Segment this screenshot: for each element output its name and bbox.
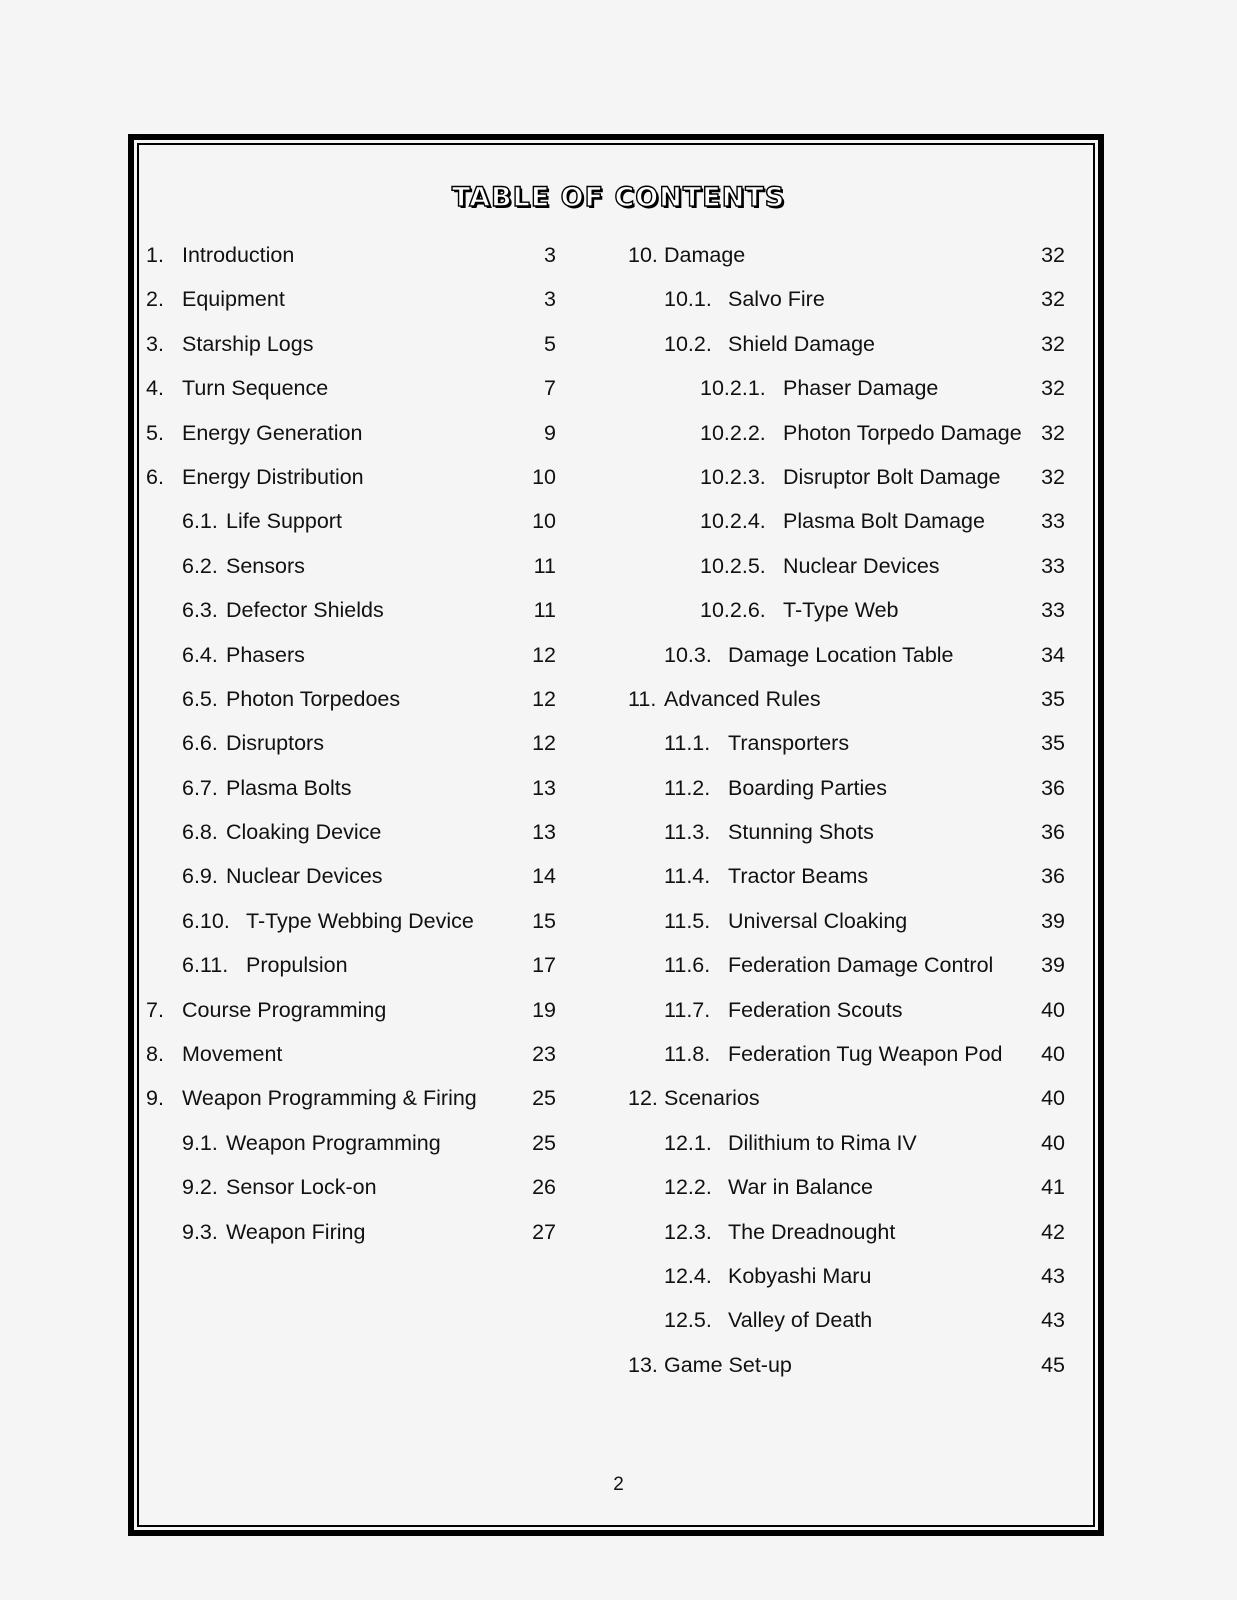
- toc-entry-number: 10.3.: [664, 642, 712, 667]
- toc-entry-page: 40: [1041, 1042, 1065, 1067]
- toc-entry-page: 7: [544, 376, 556, 401]
- toc-entry-title: Phasers: [226, 642, 305, 667]
- toc-entry-number: 6.4.: [182, 642, 218, 667]
- toc-entry-page: 11: [533, 553, 556, 578]
- toc-entry-number: 6.5.: [182, 686, 218, 711]
- toc-entry-title: Nuclear Devices: [226, 864, 383, 889]
- toc-entry-number: 11.3.: [664, 820, 711, 845]
- toc-entry: [628, 1343, 1065, 1387]
- toc-entry-title: T-Type Web: [783, 598, 899, 623]
- toc-entry-number: 10.2.5.: [700, 553, 766, 578]
- toc-entry-page: 19: [532, 997, 556, 1022]
- toc-entry-title: Photon Torpedo Damage: [783, 420, 1022, 445]
- toc-entry-title: Defector Shields: [226, 598, 384, 623]
- toc-entry: [628, 322, 1065, 366]
- toc-entry-number: 12.1.: [664, 1130, 712, 1155]
- toc-entry: [146, 721, 556, 765]
- toc-entry: [628, 277, 1065, 321]
- toc-entry-number: 12.2.: [664, 1175, 712, 1200]
- toc-entry-number: 6.11.: [182, 953, 229, 978]
- toc-entry-number: 11.5.: [664, 908, 711, 933]
- toc-entry-number: 11.2.: [664, 775, 711, 800]
- toc-entry: [146, 277, 556, 321]
- toc-entry-title: Turn Sequence: [182, 376, 329, 401]
- toc-entry-number: 2.: [146, 287, 164, 312]
- toc-entry: [628, 1076, 1065, 1120]
- toc-entry-number: 6.1.: [182, 509, 218, 534]
- toc-entry-page: 32: [1041, 376, 1065, 401]
- toc-entry-number: 7.: [146, 997, 164, 1022]
- toc-entry: [628, 233, 1065, 277]
- toc-entry: [628, 633, 1065, 677]
- toc-entry-title: Disruptor Bolt Damage: [783, 464, 1001, 489]
- toc-entry: [146, 1165, 556, 1209]
- toc-entry-title: Weapon Programming: [226, 1130, 441, 1155]
- toc-entry-number: 9.: [146, 1086, 164, 1111]
- toc-left-column: [146, 233, 556, 1254]
- toc-entry-page: 25: [532, 1130, 556, 1155]
- toc-entry-title: Kobyashi Maru: [728, 1263, 872, 1288]
- toc-entry: [146, 1121, 556, 1165]
- toc-entry: [628, 455, 1065, 499]
- toc-entry-title: Equipment: [182, 287, 285, 312]
- toc-entry-page: 10: [532, 464, 556, 489]
- toc-entry-page: 34: [1041, 642, 1065, 667]
- toc-entry-title: Game Set-up: [664, 1352, 792, 1377]
- toc-entry-title: War in Balance: [728, 1175, 873, 1200]
- toc-entry-number: 11.8.: [664, 1042, 711, 1067]
- toc-entry-page: 25: [532, 1086, 556, 1111]
- toc-entry-number: 10.2.1.: [700, 376, 766, 401]
- toc-entry-title: Energy Distribution: [182, 464, 364, 489]
- toc-entry-title: Advanced Rules: [664, 686, 821, 711]
- toc-entry-page: 41: [1041, 1175, 1065, 1200]
- toc-entry-page: 26: [532, 1175, 556, 1200]
- toc-entry-title: T-Type Webbing Device: [246, 908, 474, 933]
- toc-entry-title: Salvo Fire: [728, 287, 825, 312]
- toc-entry: [146, 233, 556, 277]
- toc-entry-title: Movement: [182, 1042, 283, 1067]
- toc-entry-page: 36: [1041, 864, 1065, 889]
- toc-entry-number: 10.2.6.: [700, 598, 766, 623]
- toc-entry-title: Plasma Bolts: [226, 775, 352, 800]
- toc-entry-page: 45: [1041, 1352, 1065, 1377]
- toc-entry-page: 32: [1041, 243, 1065, 267]
- toc-entry-number: 4.: [146, 376, 164, 401]
- toc-entry-page: 33: [1041, 553, 1065, 578]
- toc-entry-number: 6.: [146, 464, 164, 489]
- toc-entry-title: Weapon Programming & Firing: [182, 1086, 477, 1111]
- toc-entry: [146, 633, 556, 677]
- toc-entry-page: 32: [1041, 420, 1065, 445]
- toc-entry-title: Valley of Death: [728, 1308, 873, 1333]
- toc-entry-title: Plasma Bolt Damage: [783, 509, 985, 534]
- toc-entry: [628, 499, 1065, 543]
- toc-entry-title: Damage Location Table: [728, 642, 954, 667]
- toc-entry-number: 12.3.: [664, 1219, 712, 1244]
- toc-entry: [146, 411, 556, 455]
- toc-entry-number: 6.6.: [182, 731, 218, 756]
- toc-entry: [146, 366, 556, 410]
- toc-entry-number: 6.2.: [182, 553, 218, 578]
- toc-entry-number: 12.: [628, 1086, 658, 1111]
- toc-entry-number: 10.2.2.: [700, 420, 766, 445]
- toc-entry-page: 32: [1041, 331, 1065, 356]
- toc-entry-page: 33: [1041, 598, 1065, 623]
- toc-entry-page: 36: [1041, 820, 1065, 845]
- toc-entry: [628, 1121, 1065, 1165]
- toc-entry-page: 32: [1041, 287, 1065, 312]
- toc-entry-title: The Dreadnought: [728, 1219, 896, 1244]
- toc-entry-page: 40: [1041, 1130, 1065, 1155]
- toc-entry-page: 43: [1041, 1263, 1065, 1288]
- toc-entry-title: Weapon Firing: [226, 1219, 366, 1244]
- toc-entry-number: 8.: [146, 1042, 164, 1067]
- toc-entry: [146, 455, 556, 499]
- toc-entry-page: 12: [532, 642, 556, 667]
- toc-entry-title: Energy Generation: [182, 420, 363, 445]
- toc-entry-page: 5: [544, 331, 556, 356]
- toc-entry-page: 11: [533, 598, 556, 623]
- toc-entry: [146, 499, 556, 543]
- toc-entry-page: 43: [1041, 1308, 1065, 1333]
- toc-entry-title: Dilithium to Rima IV: [728, 1130, 917, 1155]
- toc-entry-title: Tractor Beams: [728, 864, 869, 889]
- toc-entry-page: 17: [532, 953, 556, 978]
- toc-entry-title: Life Support: [226, 509, 342, 534]
- toc-entry: [628, 1254, 1065, 1298]
- toc-entry-title: Federation Damage Control: [728, 953, 994, 978]
- toc-entry-number: 9.3.: [182, 1219, 218, 1244]
- toc-entry: [146, 1210, 556, 1254]
- toc-entry-number: 10.2.3.: [700, 464, 766, 489]
- toc-entry-number: 6.7.: [182, 775, 218, 800]
- toc-entry-number: 6.10.: [182, 908, 230, 933]
- toc-entry: [628, 588, 1065, 632]
- toc-entry-number: 12.4.: [664, 1263, 712, 1288]
- toc-entry-title: Stunning Shots: [728, 820, 874, 845]
- toc-entry-page: 3: [544, 243, 556, 267]
- toc-entry: [628, 1032, 1065, 1076]
- toc-entry-title: Shield Damage: [728, 331, 876, 356]
- toc-entry-title: Scenarios: [664, 1086, 760, 1111]
- toc-entry-title: Phaser Damage: [783, 376, 939, 401]
- toc-entry: [146, 1032, 556, 1076]
- toc-entry-page: 13: [532, 775, 556, 800]
- toc-entry: [146, 322, 556, 366]
- toc-entry: [628, 1210, 1065, 1254]
- toc-entry: [146, 988, 556, 1032]
- toc-entry-number: 6.8.: [182, 820, 218, 845]
- toc-entry-page: 3: [544, 287, 556, 312]
- toc-entry: [628, 810, 1065, 854]
- toc-entry-number: 11.: [628, 686, 657, 711]
- toc-entry: [628, 677, 1065, 721]
- toc-entry-title: Boarding Parties: [728, 775, 887, 800]
- toc-entry-page: 35: [1041, 686, 1065, 711]
- toc-entry-number: 11.6.: [664, 953, 711, 978]
- toc-entry-number: 10.2.4.: [700, 509, 766, 534]
- toc-title: TABLE OF CONTENTS: [451, 182, 786, 213]
- toc-entry: [628, 411, 1065, 455]
- toc-entry-title: Disruptors: [226, 731, 324, 756]
- toc-entry-page: 23: [532, 1042, 556, 1067]
- toc-entry-page: 39: [1041, 953, 1065, 978]
- toc-entry-page: 10: [532, 509, 556, 534]
- toc-entry: [146, 677, 556, 721]
- toc-entry-page: 32: [1041, 464, 1065, 489]
- toc-entry: [146, 1076, 556, 1120]
- toc-entry: [628, 854, 1065, 898]
- toc-entry-number: 9.1.: [182, 1130, 218, 1155]
- toc-right-column: [628, 233, 1065, 1387]
- toc-entry-page: 9: [544, 420, 556, 445]
- toc-entry-page: 40: [1041, 997, 1065, 1022]
- toc-entry-number: 3.: [146, 331, 164, 356]
- toc-entry-page: 42: [1041, 1219, 1065, 1244]
- toc-entry-title: Nuclear Devices: [783, 553, 940, 578]
- toc-entry-number: 13.: [628, 1352, 658, 1377]
- toc-entry-title: Universal Cloaking: [728, 908, 908, 933]
- toc-entry-page: 14: [532, 864, 556, 889]
- page-number: 2: [613, 1474, 624, 1495]
- toc-entry-title: Starship Logs: [182, 331, 314, 356]
- toc-entry: [146, 943, 556, 987]
- toc-entry-number: 10.1.: [664, 287, 712, 312]
- toc-entry: [628, 1165, 1065, 1209]
- toc-entry: [628, 544, 1065, 588]
- toc-entry-page: 12: [532, 686, 556, 711]
- toc-entry-number: 11.1.: [664, 731, 711, 756]
- toc-entry: [146, 810, 556, 854]
- toc-entry-title: Propulsion: [246, 953, 348, 978]
- toc-entry-number: 11.4.: [664, 864, 711, 889]
- toc-entry-title: Introduction: [182, 243, 295, 267]
- toc-entry: [146, 544, 556, 588]
- toc-entry-title: Course Programming: [182, 997, 387, 1022]
- toc-entry-page: 35: [1041, 731, 1065, 756]
- toc-entry-number: 6.3.: [182, 598, 218, 623]
- toc-entry: [628, 366, 1065, 410]
- toc-entry: [146, 899, 556, 943]
- toc-entry: [628, 766, 1065, 810]
- toc-entry: [628, 1298, 1065, 1342]
- toc-entry-page: 39: [1041, 908, 1065, 933]
- toc-entry-title: Cloaking Device: [226, 820, 382, 845]
- toc-entry-page: 27: [532, 1219, 556, 1244]
- toc-entry-page: 12: [532, 731, 556, 756]
- toc-entry-title: Photon Torpedoes: [226, 686, 401, 711]
- toc-entry-number: 12.5.: [664, 1308, 712, 1333]
- toc-entry-title: Federation Tug Weapon Pod: [728, 1042, 1003, 1067]
- toc-entry-title: Sensor Lock-on: [226, 1175, 377, 1200]
- toc-entry-number: 1.: [146, 243, 164, 267]
- toc-entry-title: Sensors: [226, 553, 305, 578]
- toc-entry-page: 33: [1041, 509, 1065, 534]
- toc-entry: [628, 899, 1065, 943]
- toc-entry-number: 9.2.: [182, 1175, 218, 1200]
- toc-entry-title: Transporters: [728, 731, 850, 756]
- toc-entry: [628, 988, 1065, 1032]
- toc-entry-page: 36: [1041, 775, 1065, 800]
- toc-entry-title: Damage: [664, 243, 746, 267]
- toc-entry-number: 5.: [146, 420, 164, 445]
- toc-entry: [146, 766, 556, 810]
- toc-entry-page: 13: [532, 820, 556, 845]
- toc-entry-number: 10.: [628, 243, 658, 267]
- toc-entry-title: Federation Scouts: [728, 997, 903, 1022]
- toc-entry: [628, 943, 1065, 987]
- toc-entry-number: 10.2.: [664, 331, 712, 356]
- toc-entry-number: 6.9.: [182, 864, 218, 889]
- toc-entry-page: 40: [1041, 1086, 1065, 1111]
- toc-entry: [628, 721, 1065, 765]
- toc-entry-page: 15: [532, 908, 556, 933]
- toc-entry: [146, 854, 556, 898]
- toc-entry-number: 11.7.: [664, 997, 711, 1022]
- toc-entry: [146, 588, 556, 632]
